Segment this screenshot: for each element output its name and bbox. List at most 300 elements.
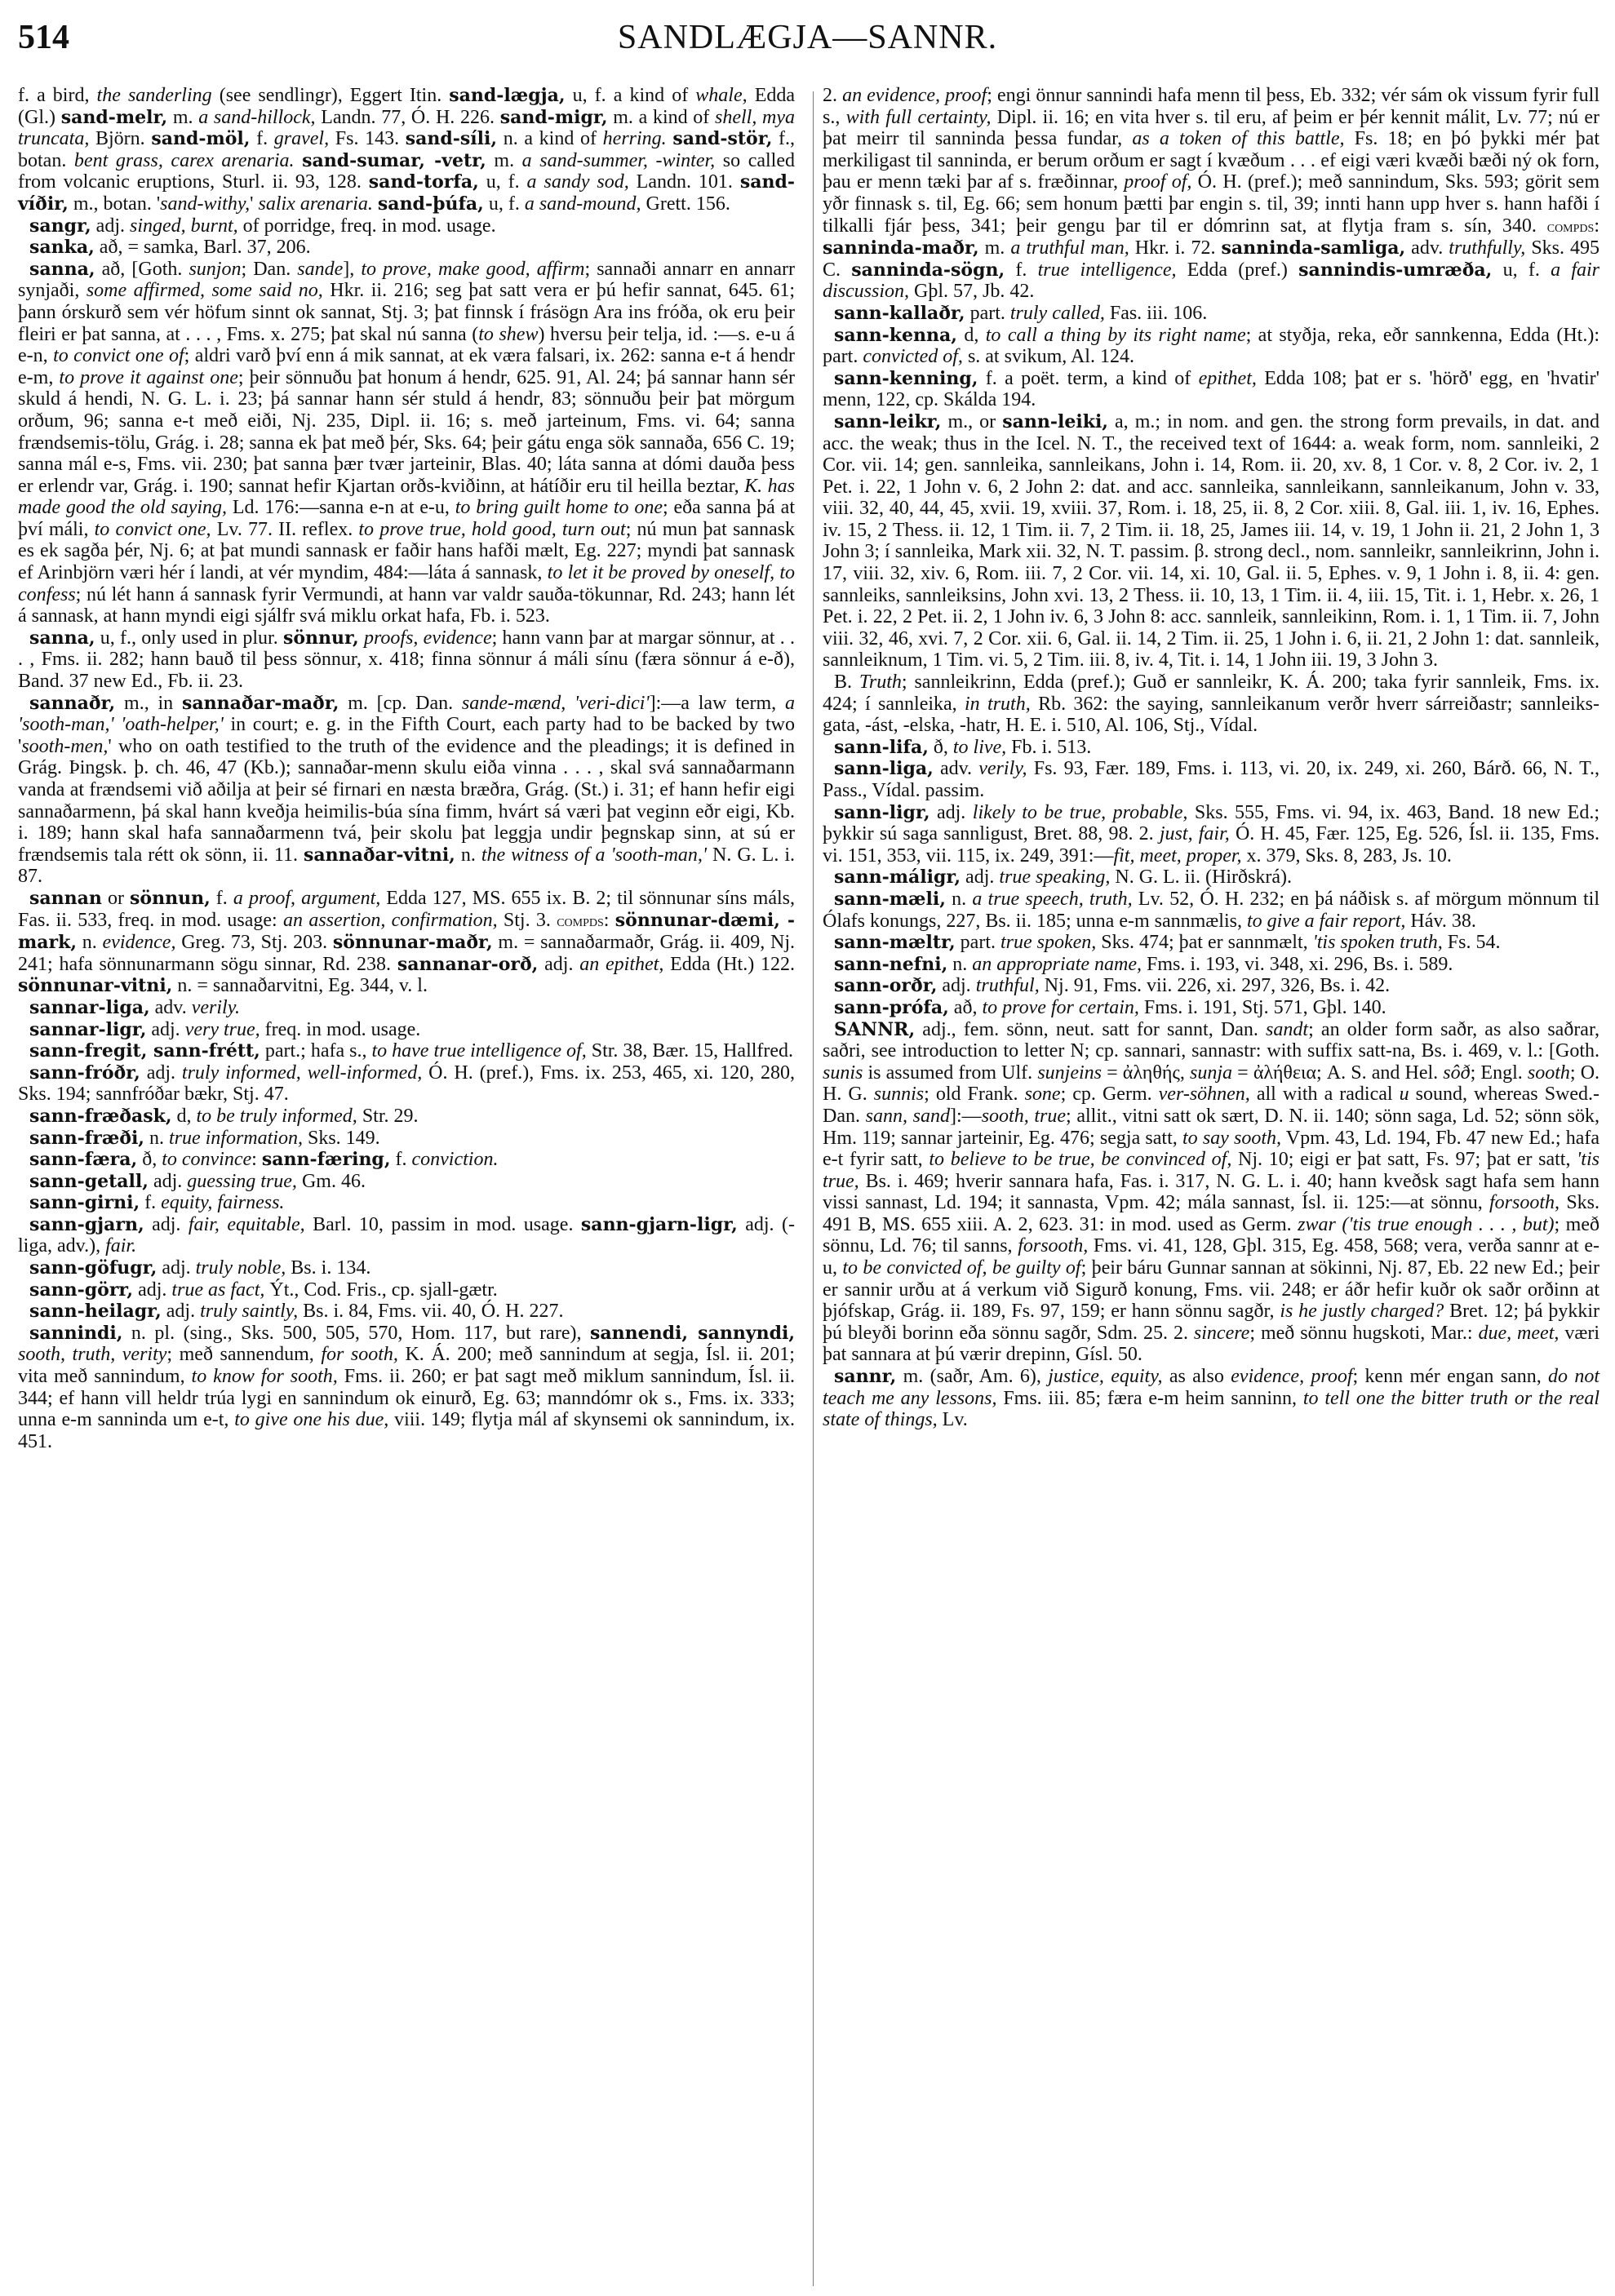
entry-text: n. [455, 844, 481, 866]
entry-text: Fas. iii. 106. [1104, 302, 1208, 324]
definition-italic: as a token of this battle, [1132, 128, 1345, 150]
definition-italic: verily, [978, 758, 1027, 780]
entry-text: Bs. i. 134. [286, 1257, 371, 1279]
entry-text: ]:—a law term, [649, 692, 785, 714]
headword: sann-fræðask, [29, 1105, 172, 1127]
entry-text: Fs. 18; en þó þykki mér þat merkiligast til sanninda, er berum orðum er sagt í kvæðum . . . ef eigi væri kvæði bæði ný ok forn, þau er menn tæki þar af s. fræðinnar, [823, 128, 1599, 193]
entry-text: all with a radical [1249, 1084, 1400, 1106]
definition-italic: zwar ('tis true enough . . . , but) [1298, 1213, 1555, 1235]
entry-text: = ἀλήθεια; A. S. and Hel. [1232, 1062, 1444, 1084]
definition-italic: truly saintly, [200, 1301, 299, 1323]
entry-text: ; nú mun þat sannask es ek sagða þér, Nj. 6; at þat mundi sannask er faðir hans hafði mælt, Eg. 227; myndi þat sannask ef Arinbjörn væri hér í landi, at vér myndim, 484:—láta á sannask, [18, 518, 795, 584]
definition-italic: a true speech, truth, [972, 888, 1133, 910]
definition-italic: to convict one of [53, 345, 184, 367]
entry-text: Ld. 176:—sanna e-n at e-u, [227, 497, 455, 519]
entry-text: Str. 38, Bær. 15, Hallfred. [586, 1040, 794, 1062]
entry-text: ; með sannendum, [166, 1344, 322, 1366]
entry-text: m., or [941, 410, 1003, 432]
definition-italic: sincere [1193, 1322, 1250, 1344]
entry-text: ], [343, 258, 362, 280]
definition-italic: sunnis [873, 1084, 925, 1106]
headword: sann-færa, [29, 1149, 138, 1171]
headword: sönnunar-maðr, [332, 932, 493, 954]
definition-italic: sand-withy, [160, 193, 251, 215]
definition-italic: sooth [1527, 1062, 1570, 1084]
entry-text: m. [cp. Dan. [339, 692, 462, 714]
entry-text: Nj. 91, Fms. vii. 226, xi. 297, 326, Bs. i. 42. [1039, 975, 1391, 997]
entry-text: ; old Frank. [924, 1084, 1025, 1106]
definition-italic: in truth, [965, 693, 1031, 715]
dictionary-entry [823, 368, 1599, 411]
definition-italic: sunja [1190, 1062, 1233, 1084]
dictionary-entry [18, 1106, 795, 1128]
entry-text: ' who on oath testified to the truth of the evidence and the pleadings; it is defined in Grág. Þingsk. þ. ch. 46, 47 (Kb.); sannaðar-menn skulu eiða vinna . . . , skal svá sannaðarmann vanda at frændsemi við aðilja at þeir sé firnari en næsta bræðra, Grág. (St.) i. 31; ef hann hefir eigi sannaðarmenn, þá skal hann kveðja heimilis-búa sína fimm, hvárt sá væri þat veginn eðr eigi, Kb. i. 189; hann skal hafa sannaðarmenn tvá, þeir skolu þat leggja undir þegnskap sinn, at sú er frændsemis tala rétt ok sönn, ii. 11. [18, 735, 795, 866]
definition-italic: due, meet, [1478, 1322, 1560, 1344]
entry-text: ; cp. Germ. [1060, 1084, 1159, 1106]
entry-text: as also [1162, 1366, 1231, 1388]
dictionary-entry [823, 758, 1599, 801]
headword: sann-færing, [261, 1149, 391, 1171]
definition-italic: evidence, [102, 932, 176, 954]
entry-text: u, f. a kind of [565, 85, 696, 106]
dictionary-entry [823, 325, 1599, 368]
headword: sanna, [29, 258, 95, 280]
dictionary-entry [18, 1149, 795, 1171]
headword: sann-mæli, [834, 888, 946, 910]
entry-text: ; eða sanna þá at því máli, [18, 497, 795, 540]
entry-text: adj. [146, 1018, 185, 1040]
definition-italic: truly informed, well-informed, [181, 1062, 423, 1084]
dictionary-entry [18, 1279, 795, 1301]
compounds-label: compds [557, 911, 604, 930]
entry-text: adj. [161, 1301, 201, 1323]
headword: SANNR, [834, 1018, 916, 1040]
entry-text [295, 150, 303, 171]
entry-text: Nj. 10; eigi er þat satt, Fs. 97; þat er satt, [1231, 1149, 1577, 1171]
definition-italic: some affirmed, some said no, [86, 280, 323, 302]
definition-italic: ver-söhnen, [1158, 1084, 1250, 1106]
headword: sann-mæltr, [834, 932, 956, 954]
headword: sann-kenna, [834, 324, 957, 346]
entry-text: Grett. 156. [641, 193, 730, 215]
headword: sanninda-samliga, [1221, 237, 1406, 259]
headword: sann-gjarn, [29, 1213, 144, 1235]
entry-text: part. [965, 302, 1010, 324]
definition-italic: sunis [823, 1062, 863, 1084]
definition-italic: to prove, make good, affirm [361, 258, 585, 280]
entry-text: ; með sönnu hugskoti, Mar.: [1249, 1322, 1479, 1344]
entry-text: Fms. iii. 85; færa e-m heim sanninn, [996, 1387, 1303, 1409]
entry-text: freq. in mod. usage. [260, 1018, 421, 1040]
dictionary-entry [18, 1301, 795, 1323]
entry-text: m., botan. ' [68, 193, 161, 215]
headword: sann-fróðr, [29, 1062, 140, 1084]
headword: sann-lifa, [834, 736, 929, 758]
entry-text: sound, whereas Swed.-Dan. [823, 1084, 1600, 1127]
entry-text: 2. [823, 85, 843, 106]
dictionary-entry [18, 1040, 795, 1062]
definition-italic: to live, [952, 736, 1007, 758]
headword: sand-víðir, [18, 171, 796, 215]
definition-italic: do not teach me any lessons, [823, 1366, 1600, 1409]
headword: sann-máligr, [834, 867, 961, 889]
entry-text: a, m.; in nom. and gen. the strong form prevails, in dat. and acc. the weak; thus in the Icel. N. T., the received text of 1644: a. weak form, nom. sannleiki, 2 Cor. vii. 14; gen. sannleika, sannleikans, John i. 14, Rom. ii. 20, xv. 8, 1 Cor. v. 8, 2 Cor. iv. 2, 1 Pet. i. 22, 1 John v. 6, 2 John 2: dat. and acc. sannleika, sannleikann, sannleikanum, John v. 33, viii. 32, 40, 44, 45, xvii. 19, xviii. 37, Rom. i. 18, 25, ii. 8, 2 Cor. xiii. 8, Gal. iii. 1, iv. 16, Ephes. iv. 15, 2 Thess. ii. 12, 1 Tim. ii. 7, 2 Tim. ii. 18, 25, James iii. 14, v. 19, 1 John ii. 21, 2 John 1, 3 John 3; í sannleika, Mark xii. 32, N. T. passim. β. strong decl., nom. sannleikr, sannleikrinn, John i. 17, viii. 32, xiv. 6, Rom. iii. 7, 2 Cor. vii. 14, xi. 10, Gal. ii. 5, Ephes. v. 9, 1 John i. 8, ii. 4: gen. sannleiks, sannleiksins, John xvi. 13, 2 Thess. ii. 10, 13, 1 Tim. ii. 4, iii. 15, Tit. i. 1, Hebr. x. 26, 1 Pet. i. 22, 2 Pet. ii. 2, 1 John iv. 6, 3 John 8: acc. sannleik, sannleikinn, Rom. i. 1, 1 Tim. ii. 7, John viii. 32, 46, xvi. 7, 2 Cor. xii. 6, Gal. ii. 14, 2 Tim. ii. 25, 1 John i. 6, ii. 21, 2 John 1: dat. sannleik, sannleiknum, 1 Tim. vi. 5, 2 Tim. iii. 8, iv. 4, Tit. i. 14, 1 John iii. 19, 3 John 3. [823, 410, 1599, 672]
definition-italic: sann, sand [865, 1105, 951, 1127]
entry-text: adj. [148, 1170, 188, 1192]
definition-italic: whale, [695, 85, 748, 106]
definition-italic: to convict one, [94, 518, 211, 540]
entry-text: m. [486, 149, 522, 171]
headword: sann-kallaðr, [834, 302, 965, 324]
entry-text: adv. [933, 758, 979, 780]
entry-text: adj. [930, 801, 973, 823]
definition-italic: epithet, [1198, 367, 1257, 389]
entry-text: = ἀληθής, [1101, 1062, 1191, 1084]
dictionary-entry [18, 1019, 795, 1041]
entry-text: B. [834, 672, 859, 694]
definition-italic: to have true intelligence of, [371, 1040, 587, 1062]
headword: sann-leiki, [1002, 410, 1108, 432]
definition-italic: verily. [191, 996, 241, 1018]
definition-italic: to know for sooth, [191, 1366, 338, 1388]
entry-text: m. [167, 106, 199, 128]
entry-text: f. [210, 887, 233, 909]
definition-italic: 'tis true, [823, 1149, 1599, 1192]
headword: sannan [29, 887, 102, 909]
entry-text: adj. [961, 867, 1000, 889]
entry-text: adj. [140, 1062, 182, 1084]
definition-italic: evidence, proof [1231, 1366, 1353, 1388]
entry-text: Fms. i. 191, Stj. 571, Gþl. 140. [1138, 996, 1387, 1018]
headword: sannar-ligr, [29, 1018, 147, 1040]
definition-italic: the sanderling [96, 85, 212, 106]
entry-text: f. [390, 1149, 412, 1171]
definition-italic: to convince [162, 1149, 252, 1171]
definition-italic: true spoken, [1000, 932, 1097, 954]
definition-italic: conviction. [411, 1149, 499, 1171]
headword: sann-gjarn-ligr, [580, 1213, 738, 1235]
definition-italic: to say sooth, [1182, 1127, 1282, 1149]
entry-text: Ýt., Cod. Fris., cp. sjall-gætr. [264, 1279, 498, 1301]
entry-text: f. a poët. term, a kind of [978, 367, 1199, 389]
headword: sann-prófa, [834, 996, 949, 1018]
headword: sanninda-maðr, [823, 237, 979, 259]
dictionary-entry [18, 1128, 795, 1150]
entry-text: Fs. 54. [1442, 932, 1501, 954]
dictionary-entry [18, 1062, 795, 1106]
definition-italic: is he justly charged? [1280, 1301, 1444, 1323]
definition-italic: a fair discussion, [823, 259, 1600, 303]
definition-italic: fair, equitable, [188, 1213, 305, 1235]
definition-italic: fair. [105, 1235, 137, 1257]
entry-text: Rb. 362: the saying, sannleikanum verðr hverr sárreiðastr; sannleiks-gata, -ást, -elska, -hatr, H. E. i. 510, Al. 106, Stj., Vídal. [823, 693, 1600, 737]
entry-text: ) hversu þeir telja, id. :—s. e-u á e-n, [18, 323, 795, 367]
entry-text: Ó. H. (pref.); með sannindum, Sks. 593; görit sem yðr finnask s. til, Eg. 66; sem honum þætti þar engin s. til, 39; innti hann upp hver s. hann hafði í tilkalli fjár þess, 341; þeir gengu þar til er dómrinn sat, at flytja fram s. sín, 340. [823, 171, 1599, 237]
definition-italic: to bring guilt home to one [455, 497, 663, 519]
definition-italic: gravel, [273, 128, 330, 150]
dictionary-entry [823, 867, 1599, 889]
definition-italic: a sand-hillock, [198, 106, 316, 128]
definition-italic: to be convicted of, be guilty of [842, 1257, 1081, 1279]
definition-italic: to believe to be true, be convinced of, [929, 1149, 1232, 1171]
dictionary-entry [823, 411, 1599, 672]
entry-text: adj. [133, 1279, 172, 1301]
entry-text: adv. [1405, 237, 1449, 259]
definition-italic: shell, mya truncata, [18, 106, 796, 150]
dictionary-entry [18, 215, 795, 237]
dictionary-entry [823, 975, 1599, 997]
entry-text: so called from volcanic eruptions, Sturl. ii. 93, 128. [18, 149, 795, 193]
definition-italic: a sand-mound, [524, 193, 641, 215]
definition-italic: salix arenaria. [258, 193, 373, 215]
entry-text: u, f. [483, 193, 525, 215]
compounds-label: compds [1546, 217, 1595, 236]
entry-text: n. = sannaðarvitni, Eg. 344, v. l. [172, 975, 428, 997]
entry-text: Lv. 52, Ó. H. 232; en þá náðisk s. af mörgum mönnum til Ólafs konungs, 227, Bs. ii. 185; unna e-m sannmælis, [823, 888, 1599, 932]
definition-italic: proof of, [1124, 171, 1192, 193]
entry-text: Str. 29. [357, 1105, 419, 1127]
dictionary-entry [823, 889, 1599, 932]
definition-italic: singed, burnt, [130, 215, 238, 237]
entry-text: is assumed from Ulf. [863, 1062, 1038, 1084]
entry-text: u, f. [1492, 259, 1551, 281]
entry-text: Fs. 143. [329, 128, 406, 150]
entry-text: ; Engl. [1470, 1062, 1528, 1084]
dictionary-entry [823, 85, 1599, 303]
entry-text: Greg. 73, Stj. 203. [175, 932, 333, 954]
definition-italic: to prove true, hold good, turn out [358, 518, 626, 540]
entry-text: Edda (Ht.) 122. [663, 953, 796, 975]
headword: sann-kenning, [834, 367, 978, 389]
definition-italic: a 'sooth-man,' 'oath-helper,' [18, 692, 795, 736]
entry-text: : [603, 909, 615, 931]
entry-text: ; þeir sönnuðu þat honum á hendr, 625. 91, Al. 24; þá sannar hann sér skuld á hendi, N. G. L. i. 23; þá sannar hann sér stuld á hendr, 83; sönnuðu þeir þat mörgum orðum, 96; sanna e-t með eiði, Nj. 235, Dipl. ii. 16; s. með jarteinum, Fms. vi. 64; sanna frændsemis-tölu, Grág. i. 28; sanna ek þat með þér, Sks. 64; þeir gátu enga sök sannaða, 656 C. 19; sanna mál e-s, Fms. vii. 230; þat sanna þær tvær jarteinir, Blas. 40; láta sanna at dómi dauða þess er erlendr var, Grág. i. 190; sannat hefir Kjartan orðs-kviðinn, at hátíðir eru til heilla beztar, [18, 366, 796, 497]
headword: sand-síli, [405, 128, 498, 150]
definition-italic: true as fact, [171, 1279, 265, 1301]
headword: sann-görr, [29, 1279, 134, 1301]
entry-text: Fms. i. 193, vi. 348, xi. 296, Bs. i. 589. [1142, 953, 1453, 975]
entry-text: f. [1005, 259, 1038, 281]
definition-italic: truthful, [975, 975, 1040, 997]
entry-text: n. [945, 888, 973, 910]
definition-italic: true speaking, [999, 867, 1111, 889]
right-column [823, 85, 1599, 1431]
entry-text: ; með sönnu, Ld. 76; til sanns, [823, 1213, 1599, 1257]
dictionary-entry [18, 1257, 795, 1279]
entry-text: adj. [91, 215, 130, 237]
definition-italic: forsooth, [1489, 1192, 1560, 1214]
dictionary-entry [18, 1171, 795, 1193]
headword: sannindis-umræða, [1298, 259, 1493, 281]
entry-text: Háv. 38. [1405, 910, 1476, 932]
definition-italic: an appropriate name, [972, 953, 1142, 975]
dictionary-entry [823, 1366, 1599, 1431]
definition-italic: sande [297, 258, 344, 280]
entry-text: adj. (-liga, adv.), [18, 1213, 795, 1257]
entry-text: adj. [157, 1257, 196, 1279]
entry-text: or [101, 887, 131, 909]
entry-text: ð, [137, 1149, 162, 1171]
headword: sand-stör, [672, 128, 773, 150]
entry-text: Fms. vi. 41, 128, Gþl. 315, Eg. 458, 568; vera, verða sannr at e-u, [823, 1235, 1599, 1279]
entry-text: d, [956, 324, 986, 346]
entry-text: Sks. 495 C. [823, 237, 1600, 281]
entry-text: n. [144, 1127, 169, 1149]
definition-italic: justice, equity, [1048, 1366, 1163, 1388]
entry-text: Sks. 491 B, MS. 655 xiii. A. 2, 623. 31: in mod. used as Germ. [823, 1192, 1600, 1235]
headword: sönnun, [130, 887, 211, 909]
running-head: SANDLÆGJA—SANNR. [617, 19, 998, 56]
entry-text: Landn. 77, Ó. H. 226. [315, 106, 500, 128]
definition-italic: Truth [859, 672, 902, 694]
entry-text: ]:— [950, 1105, 982, 1127]
headword: sönnur, [282, 627, 359, 649]
entry-text: n. pl. (sing., Sks. 500, 505, 570, Hom. 117, but rare), [122, 1322, 590, 1344]
entry-text: Bs. i. 84, Fms. vii. 40, Ó. H. 227. [298, 1301, 564, 1323]
definition-italic: u [1399, 1084, 1409, 1106]
definition-italic: truthfully, [1449, 237, 1526, 259]
headword: sand-möl, [151, 128, 251, 150]
definition-italic: likely to be true, probable, [972, 801, 1188, 823]
entry-text: Björn. [89, 128, 152, 150]
dictionary-entry [18, 693, 795, 888]
left-column [18, 85, 795, 1452]
definition-italic: just, fair, [1159, 823, 1230, 845]
headword: sann-fræði, [29, 1127, 144, 1149]
headword: sannendi, sannyndi, [589, 1322, 795, 1344]
entry-text: Hkr. ii. 216; seg þat satt vera er þú hefir sannat, 645. 61; þann órskurð sem vér höfum sinnt ok sannat, Stj. 3; þat finnsk í frásögn Ara ins fróða, ok eru þeir fleiri er þat sanna, at . . . , Fms. x. 275; þat skal nú sanna ( [18, 280, 796, 345]
entry-text: (see sendlingr), Eggert Itin. [211, 85, 450, 106]
definition-italic: to be truly informed, [196, 1105, 357, 1127]
dictionary-entry [823, 954, 1599, 976]
entry-text: Sks. 474; þat er sannmælt, [1096, 932, 1313, 954]
entry-text: adv. [149, 996, 192, 1018]
entry-text: ; engi önnur sannindi hafa menn til þess, Eb. 332; vér sám ok vissum fyrir full s., [823, 85, 1600, 128]
entry-text: : [251, 1149, 262, 1171]
entry-text: Sks. 555, Fms. vi. 94, ix. 463, Band. 18 new Ed.; þykkir sú saga sannligust, Bret. 88, 98. 2. [823, 801, 1600, 845]
dictionary-entry [18, 627, 795, 693]
definition-italic: true intelligence, [1037, 259, 1177, 281]
headword: sönnunar-dæmi, -mark, [18, 909, 795, 954]
headword: sann-fregit, sann-frétt, [29, 1040, 260, 1062]
headword: sannaðar-vitni, [303, 844, 455, 866]
headword: sand-lægja, [449, 85, 566, 106]
entry-text: viii. 149; flytja mál af skynsemi ok sannindum, ix. 451. [18, 1409, 796, 1452]
entry-text: adj. [937, 975, 976, 997]
entry-text: m. a kind of [607, 106, 715, 128]
dictionary-entry [18, 259, 795, 627]
entry-text: Landn. 101. [628, 171, 740, 193]
entry-text: að, [948, 996, 983, 1018]
definition-italic: to give a fair report, [1246, 910, 1406, 932]
definition-italic: equity, fairness. [161, 1192, 285, 1214]
definition-italic: convicted of, [863, 346, 963, 368]
definition-italic: sunjeins [1037, 1062, 1102, 1084]
definition-italic: an epithet, [579, 953, 664, 975]
entry-text: Ó. H. 45, Fær. 125, Eg. 526, Ísl. ii. 135, Fms. vi. 151, 353, vii. 115, ix. 249, 391:— [823, 823, 1599, 867]
entry-text: ; aldri varð því enn á mik sannat, at ek væra falsari, ix. 262: sanna e-t á hendr e-m, [18, 345, 795, 388]
entry-text: ; at styðja, reka, eðr sannkenna, Edda (Ht.): part. [823, 324, 1599, 368]
dictionary-entry [823, 932, 1599, 954]
entry-text: Fms. ii. 260; er þat sagt með miklum sannindum, Ísl. ii. 344; ef hann vill heldr trúa lygi en sannindum ok einurð, Eg. 63; manndómr ok s., Fms. ix. 333; unna e-m sanninda um e-t, [18, 1366, 796, 1431]
dictionary-entry [18, 85, 795, 215]
definition-italic: guessing true, [187, 1170, 297, 1192]
definition-italic: a sand-summer, -winter, [521, 149, 716, 171]
entry-text: ; allit., vitni satt ok sært, D. N. ii. 140; sönn saga, Ld. 52; sönn sök, Hm. 119; sannar jarteinir, Eg. 476; segja satt, [823, 1105, 1600, 1149]
entry-text: u, f. [478, 171, 527, 193]
definition-italic: sandt [1266, 1018, 1309, 1040]
entry-text: f. [140, 1192, 162, 1214]
entry-text: part.; hafa s., [260, 1040, 372, 1062]
entry-text: Barl. 10, passim in mod. usage. [304, 1213, 581, 1235]
entry-text: N. G. L. ii. (Hirðskrá). [1110, 867, 1292, 889]
definition-italic: the witness of a 'sooth-man,' [481, 844, 708, 866]
headword: sönnunar-vitni, [18, 975, 173, 997]
headword: sand-sumar, -vetr, [302, 149, 486, 171]
dictionary-entry [823, 802, 1599, 867]
entry-text: Gþl. 57, Jb. 42. [909, 281, 1035, 303]
entry-text: að, [Goth. [95, 258, 189, 280]
entry-text: n. [947, 953, 973, 975]
definition-italic: to call a thing by its right name [985, 324, 1246, 346]
entry-text: væri þat sannara at þú værir drepinn, Gísl. 50. [823, 1322, 1599, 1366]
entry-text: : [1594, 215, 1599, 237]
entry-text: ; hann vann þar at margar sönnur, at . . . , Fms. ii. 282; hann bauð til þess sönnur, x. 418; finna sönnur á máli sínu (færa sönnur á e-ð), Band. 37 new Ed., Fb. ii. 23. [18, 627, 796, 693]
entry-text: part. [955, 932, 1001, 954]
entry-text: Vpm. 43, Ld. 194, Fb. 47 new Ed.; hafa e-t fyrir satt, [823, 1127, 1600, 1171]
definition-italic: for sooth, [321, 1344, 398, 1366]
headword: sannaðr, [29, 692, 116, 714]
entry-text: f., botan. [18, 128, 796, 171]
entry-text: ; Dan. [241, 258, 298, 280]
entry-text: in court; e. g. in the Fifth Court, each party had to be backed by two ' [18, 714, 795, 757]
headword: sann-göfugr, [29, 1257, 158, 1279]
entry-text: Bret. 12; þá þykkir þú bleyði borinn eða sönnu sagðr, Sdm. 25. 2. [823, 1301, 1599, 1344]
headword: sann-girni, [29, 1192, 140, 1214]
definition-italic: proofs, evidence [363, 627, 492, 649]
headword: sanninda-sögn, [851, 259, 1005, 281]
entry-text: Stj. 3. [497, 909, 557, 931]
definition-italic: to prove it against one [59, 366, 238, 388]
definition-italic: sooth, true [981, 1105, 1067, 1127]
definition-italic: fit, meet, proper, [1113, 844, 1242, 867]
definition-italic: a sandy sod, [526, 171, 629, 193]
entry-text: d, [171, 1105, 197, 1127]
definition-italic: an evidence, proof [842, 85, 987, 106]
entry-text: x. 379, Sks. 8, 283, Js. 10. [1241, 844, 1452, 867]
entry-text: u, f., only used in plur. [95, 627, 283, 649]
definition-italic: an assertion, confirmation, [283, 909, 498, 931]
definition-italic: to let it be proved by oneself, to confess [18, 562, 796, 605]
dictionary-entry [18, 1214, 795, 1257]
dictionary-entry [18, 888, 795, 997]
definition-italic: herring. [602, 128, 667, 150]
definition-italic: to tell one the bitter truth or the real state of things, [823, 1387, 1599, 1431]
headword: sannindi, [29, 1322, 123, 1344]
definition-italic: sunjon [189, 258, 242, 280]
entry-text: adj., fem. sönn, neut. satt for sannt, Dan. [915, 1018, 1267, 1040]
definition-italic: sôð [1443, 1062, 1471, 1084]
headword: sand-migr, [499, 106, 608, 128]
entry-text: ; sannaði annarr en annarr synjaði, [18, 258, 795, 302]
entry-text: m. (saðr, Am. 6), [896, 1366, 1049, 1388]
entry-text: ; kenn mér engan sann, [1352, 1366, 1549, 1388]
dictionary-entry [18, 997, 795, 1019]
headword: sanna, [29, 627, 95, 649]
entry-text: Ó. H. (pref.), Fms. ix. 253, 465, xi. 120, 280, Sks. 194; sannfróðar bækr, Stj. 47. [18, 1062, 796, 1106]
headword: sann-heilagr, [29, 1301, 162, 1323]
definition-italic: K. has made good the old saying, [18, 475, 796, 519]
